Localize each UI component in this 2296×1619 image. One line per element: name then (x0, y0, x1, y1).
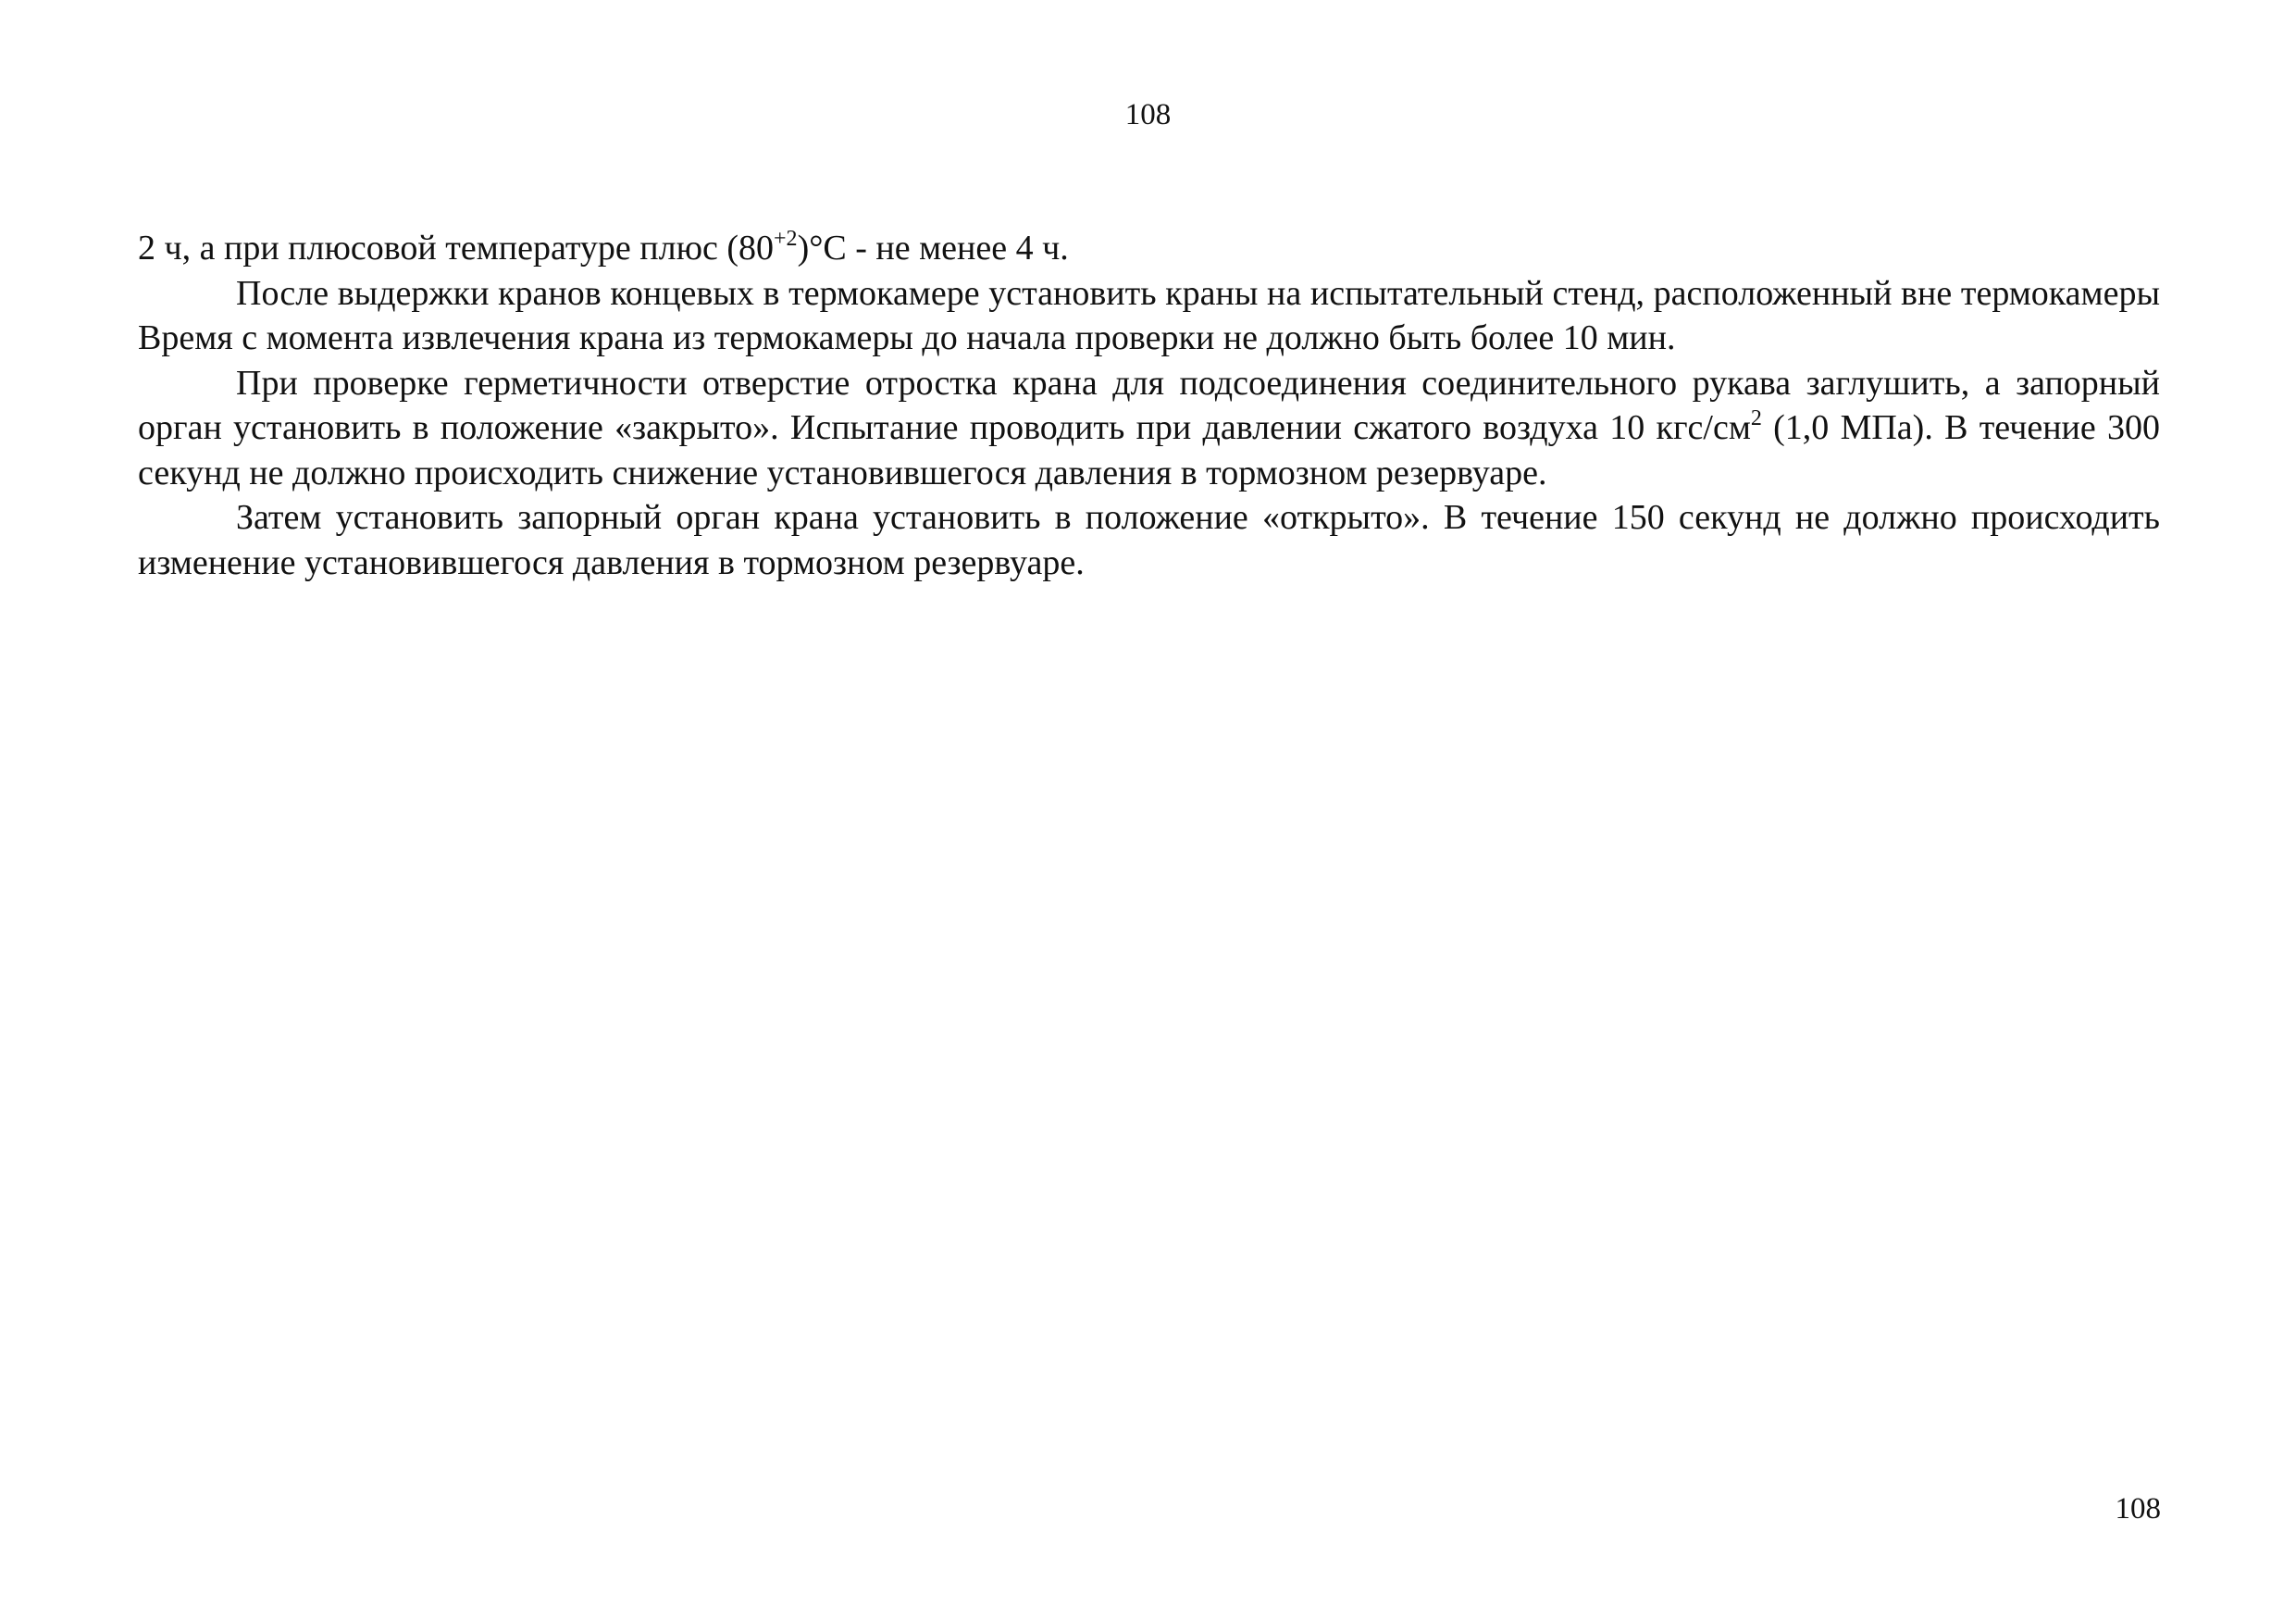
paragraph-text: )°С - не менее 4 ч. (797, 229, 1069, 268)
page-number-bottom: 108 (2115, 1492, 2161, 1526)
paragraph-text: При проверке герметичности отверстие отростка крана для подсоединения соединительного рукава заглушить, а запорный орган установить в положение «закрыто». Испытание проводить при давлении сжатого воздуха 10 кгс/см (138, 363, 2160, 447)
document-body (138, 226, 2160, 585)
paragraph-continuation (138, 226, 2160, 271)
paragraph-open-position: Затем установить запорный орган крана установить в положение «открыто». В течение 150 секунд не должно происходить изменение установившегося давления в тормозном резервуаре. (138, 498, 2160, 582)
superscript-tolerance: +2 (774, 227, 798, 251)
paragraph-text: (1,0 МПа). В течение 300 секунд не должно происходить снижение установившегося давления в тормозном резервуаре. (138, 408, 2160, 492)
paragraph-tightness-check (138, 361, 2160, 496)
page-number-top: 108 (1124, 98, 1172, 131)
paragraph-after-holding: После выдержки кранов концевых в термокамере установить краны на испытательный стенд, расположенный вне термокамеры Время с момента извлечения крана из термокамеры до начала проверки не должно быть более 10 мин. (138, 273, 2160, 357)
superscript-unit-power: 2 (1750, 406, 1762, 430)
paragraph-text: 2 ч, а при плюсовой температуре плюс (80 (138, 229, 775, 268)
